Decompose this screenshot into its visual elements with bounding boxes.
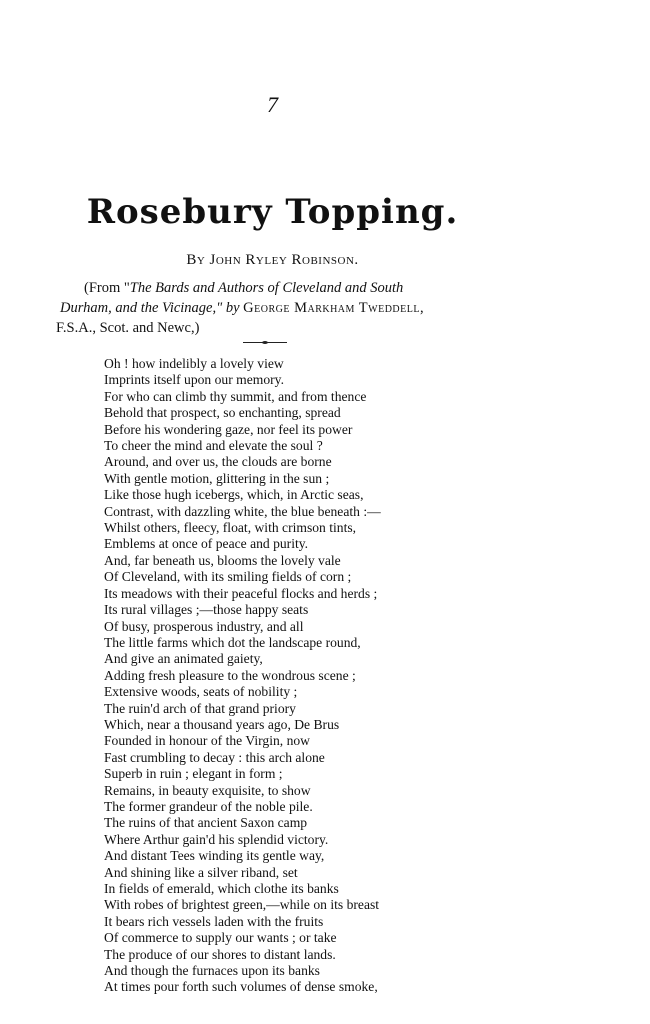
poem-body: [104, 356, 504, 996]
poem-line: And give an animated gaiety,: [104, 651, 263, 667]
section-divider: [243, 342, 287, 343]
poem-line: Oh ! how indelibly a lovely view: [104, 356, 284, 371]
poem-line: And, far beneath us, blooms the lovely vale: [104, 552, 341, 568]
poem-line: The ruins of that ancient Saxon camp: [104, 815, 308, 831]
source-by: by: [222, 300, 244, 316]
page-number: 7: [267, 92, 278, 117]
poem-line: Like those hugh icebergs, which, in Arctic seas,: [104, 487, 364, 503]
source-prefix: (From ": [84, 280, 130, 296]
source-line-1: [60, 278, 510, 298]
poem-line: With robes of brightest green,—while on its breast: [104, 897, 380, 913]
poem-line: Adding fresh pleasure to the wondrous scene ;: [104, 667, 356, 683]
source-line-3: F.S.A., Scot. and Newc,): [56, 320, 200, 336]
poem-line: At times pour forth such volumes of dense smoke,: [104, 979, 378, 995]
source-citation: [56, 278, 510, 338]
poem-line: Contrast, with dazzling white, the blue beneath :—: [104, 503, 381, 519]
poem-line: And shining like a silver riband, set: [104, 864, 298, 880]
poem-line: Imprints itself upon our memory.: [104, 372, 284, 388]
poem-line: Of Cleveland, with its smiling fields of corn ;: [104, 569, 352, 585]
poem-line: For who can climb thy summit, and from thence: [104, 388, 367, 404]
poem-line: Which, near a thousand years ago, De Brus: [104, 716, 340, 732]
poem-line: Where Arthur gain'd his splendid victory.: [104, 831, 329, 847]
poem-line: The ruin'd arch of that grand priory: [104, 700, 296, 716]
poem-line: In fields of emerald, which clothe its banks: [104, 881, 339, 896]
poem-line: And though the furnaces upon its banks: [104, 963, 320, 979]
source-editor-name: George Markham Tweddell,: [243, 300, 425, 316]
poem-line: Its rural villages ;—those happy seats: [104, 602, 309, 618]
poem-line: Around, and over us, the clouds are borne: [104, 454, 332, 470]
poem-line: It bears rich vessels laden with the fruits: [104, 913, 324, 929]
poem-line: Founded in honour of the Virgin, now: [104, 733, 310, 749]
source-line-2: [60, 298, 510, 318]
poem-line: Of commerce to supply our wants ; or take: [104, 930, 337, 946]
poem-line: And distant Tees winding its gentle way,: [104, 848, 325, 864]
poem-line: Extensive woods, seats of nobility ;: [104, 684, 298, 700]
poem-line: Behold that prospect, so enchanting, spread: [104, 405, 341, 421]
poem-line: Superb in ruin ; elegant in form ;: [104, 766, 283, 782]
poem-line: Before his wondering gaze, nor feel its power: [104, 421, 353, 437]
poem-line: Its meadows with their peaceful flocks and herds ;: [104, 585, 378, 601]
poem-line: To cheer the mind and elevate the soul ?: [104, 438, 323, 454]
poem-line: The produce of our shores to distant lands.: [104, 946, 336, 962]
poem-line: Whilst others, fleecy, float, with crimson tints,: [104, 520, 357, 536]
poem-line: Emblems at once of peace and purity.: [104, 536, 309, 552]
source-book-title-part-2: Durham, and the Vicinage,": [60, 300, 223, 316]
poem-title: Rosebury Topping.: [86, 192, 459, 232]
poem-line: Fast crumbling to decay : this arch alone: [104, 749, 325, 765]
source-book-title-part-1: The Bards and Authors of Cleveland and South: [129, 280, 404, 296]
poem-line: The former grandeur of the noble pile.: [104, 798, 313, 814]
poem-line: Remains, in beauty exquisite, to show: [104, 782, 311, 798]
poem-line: The little farms which dot the landscape round,: [104, 634, 361, 650]
author-byline: By John Ryley Robinson.: [186, 252, 359, 268]
poem-line: With gentle motion, glittering in the sun ;: [104, 470, 330, 486]
poem-line: Of busy, prosperous industry, and all: [104, 618, 304, 634]
